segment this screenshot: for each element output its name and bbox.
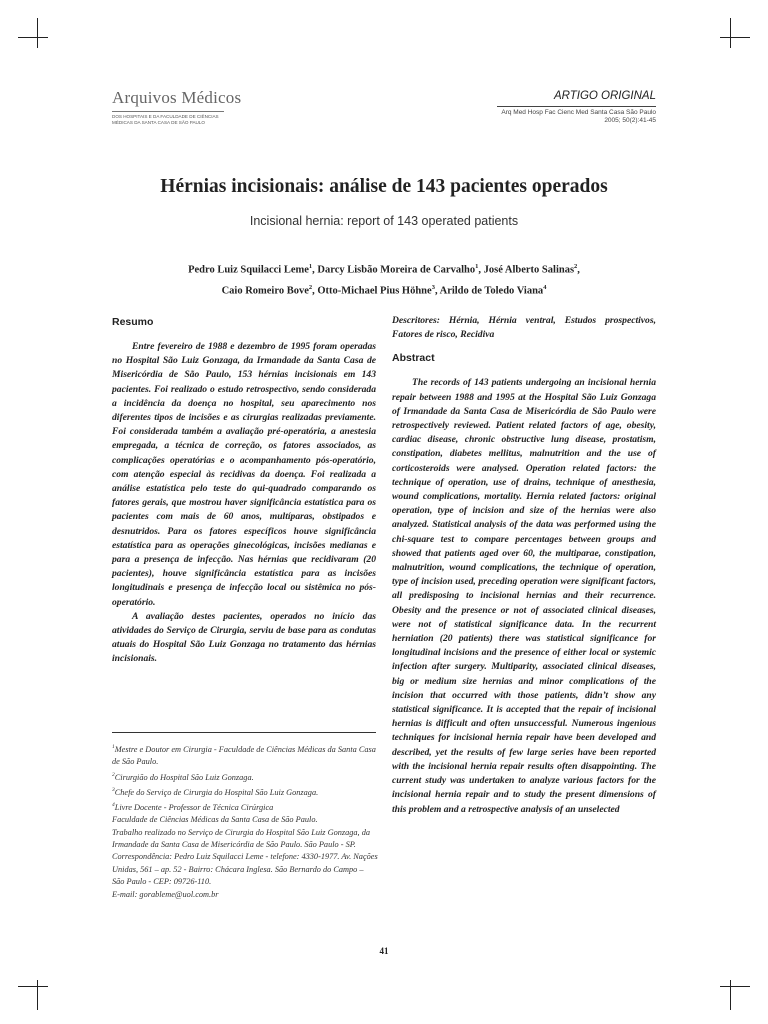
header-rule [497,106,656,107]
footnote: Trabalho realizado no Serviço de Cirurgia do Hospital São Luiz Gonzaga, da Irmandade da Santa Casa de Misericórdia de São Paulo. São Paulo - SP. [112,827,370,849]
descritores: Descritores: Hérnia, Hérnia ventral, Estudos prospectivos, Fatores de risco, Recidiva [392,315,656,341]
article-subtitle: Incisional hernia: report of 143 operated patients [249,214,519,228]
resumo-heading: Resumo [112,316,154,328]
footnote: Faculdade de Ciências Médicas da Santa Casa de São Paulo. [112,815,318,825]
footnote [112,741,378,769]
author-name: Otto-Michael Pius Höhne [317,285,432,296]
footnote-text: Cirurgião do Hospital São Luiz Gonzaga. [114,772,254,782]
journal-logo-rule [112,111,224,112]
footnote-marker: 1 [112,744,115,750]
crop-mark-bottom-left-v [37,980,38,1010]
journal-subtitle-line1: DOS HOSPITAIS E DA FACULDADE DE CIÊNCIAS [112,114,219,119]
crop-mark-top-right-v [730,18,731,48]
journal-name: Arquivos Médicos [112,88,242,107]
author-affiliation-marker: 1 [308,263,313,270]
crop-mark-top-left-h [18,37,48,38]
crop-mark-top-left-v [37,18,38,48]
resumo-paragraph: Entre fevereiro de 1988 e dezembro de 1995 foram operadas no Hospital São Luiz Gonzaga, da Irmandade da Santa Casa de Misericórdia de São Paulo, 153 hérnias incisionais em 143 pacientes. Foi realizado o estudo retrospectivo, sendo considerada a incidência da doença no hospital, seu aparecimento nos diferentes tipos de incisões e as cirurgias realizadas previamente. Foi considerada também a avaliação pré-operatória, a anestesia empregada, a técnica de correção, os fatores associados, as complicações operatórias e o acompanhamento pós-operatório, com atenção especial às recidivas da doença. Foi realizada a análise estatística pelo teste do qui-quadrado comparando os fatores gerais, que mostrou haver significância estatística para os pacientes com mais de 60 anos, multíparas, obstipados e desnutridos. Para os fatores específicos houve significância estatística para as operações ginecológicas, incisões medianas e para a presença de infecção. Nas hérnias que recidivaram (20 pacientes), houve significância estatística para as incisões longitudinais e presença de infecção local ou sistêmica no pós-operatório. [112,341,376,608]
footnote-text: Chefe do Serviço de Cirurgia do Hospital São Luiz Gonzaga. [114,787,319,797]
author-name: Pedro Luiz Squilacci Leme [188,264,309,276]
footnote-marker: 3 [112,786,115,793]
crop-mark-bottom-left-h [18,986,48,987]
author-affiliation-marker: 2 [574,263,578,270]
footnote: Correspondência: Pedro Luiz Squilacci Leme - telefone: 4330-1977. Av. Nações Unidas, 561 – ap. 52 - Bairro: Chácara Inglesa. São Bernardo do Campo – São Paulo - CEP: 09726-110. [112,852,378,887]
resumo-column [112,316,376,667]
footnote [112,769,378,784]
journal-subtitle [112,114,272,125]
footnote: E-mail: gorableme@uol.com.br [112,889,219,899]
footnote [112,784,378,799]
footnote-text: Mestre e Doutor em Cirurgia - Faculdade de Ciências Médicas da Santa Casa de São Paulo. [112,744,376,767]
author-name: Arildo de Toledo Viana [439,285,544,296]
footnote-text: Livre Docente - Professor de Técnica Cirúrgica [114,802,274,812]
article-type-label: ARTIGO ORIGINAL [553,90,656,102]
citation [501,109,656,125]
crop-mark-bottom-right-v [730,980,731,1010]
author-affiliation-marker: 4 [543,283,547,291]
abstract-heading: Abstract [392,352,435,365]
footnotes [112,741,378,901]
crop-mark-bottom-right-h [720,986,750,987]
abstract-paragraph: The records of 143 patients undergoing an incisional hernia repair between 1988 and 1995 at the Hospital São Luiz Gonzaga of Irmandade da Santa Casa de Misericórdia de São Paulo were retrospectively reviewed. Patient related factors of age, obesity, cardiac disease, chronic obstructive lung disease, prostatism, constipation, diabetes mellitus, malnutrition and the use of corticosteroids were analysed. Operation related factors: the technique of operation, use of drains, technique of anesthesia, wound complications, mortality. Hernia related factors: original operation, type of incision and size of the hernias were also analyzed. Statistical analysis of the data was performed using the chi-square test to compare percentages between groups and showed that patients aged over 60, the multiparae, constipation, malnutrition, wound complications, the technique of operation, type of incision used, preceding operation were significant factors, all predisposing to incisional hernias and their recurrence. Obesity and the presence or not of associated clinical diseases, were not of statistical significance data. In the recurrent herniation (20 patients) there was statistical significance for longitudinal incisions and the presence of either local or systemic infection after surgery. Multiparity, associated clinical diseases, big or medium size hernias and minor complications of the incision that occurred with those patients, didn’t show any statistical significance. It is accepted that the repair of incisional hernias is difficult and often unsuccessful. Numerous ingenious techniques for incisional hernia repair have been developed and described, yet the results of few large series have been reported with the incisional hernia repair results often disappointing. The current study was undertaken to analyze various factors for the incisional hernia repair and to study the present dimensions of this problem and a retrospective analysis of an unselected [392,377,656,815]
footnote [112,799,378,814]
footnote-marker: 2 [112,771,115,778]
crop-mark-top-right-h [720,37,750,38]
author-list: Pedro Luiz Squilacci Leme$^1$, Darcy Lisbão Moreira de Carvalho$^1$, José Alberto Salinas$^2$, Caio Romeiro Bove$^2$, Otto-Michael Pius Höhne$^3$, Arildo de Toledo Viana$^4$ [188,263,580,296]
page-number: 41 [379,946,389,956]
article-title: Hérnias incisionais: análise de 143 pacientes operados [160,176,608,197]
resumo-paragraph: A avaliação destes pacientes, operados no início das atividades do Serviço de Cirurgia, serviu de base para as condutas atuais do Hospital São Luiz Gonzaga no tratamento das hérnias incisionais. [112,610,376,665]
journal-logo [112,88,272,125]
citation-line1: Arq Med Hosp Fac Cienc Med Santa Casa São Paulo [501,109,656,116]
abstract-column [392,314,656,817]
footnote-marker: 4 [112,801,115,808]
resumo-body [112,340,376,667]
author-affiliation-marker: 1 [475,263,479,270]
author-name: Darcy Lisbão Moreira de Carvalho [317,264,476,276]
footnote-rule [112,732,376,733]
abstract-body [392,376,656,816]
journal-subtitle-line2: MÉDICAS DA SANTA CASA DE SÃO PAULO [112,119,206,125]
author-affiliation-marker: 2 [308,283,313,291]
author-name: Caio Romeiro Bove [221,285,309,296]
citation-line2: 2005; 50(2):41-45 [604,117,656,124]
author-name: José Alberto Salinas [483,264,575,276]
author-affiliation-marker: 3 [431,283,435,291]
